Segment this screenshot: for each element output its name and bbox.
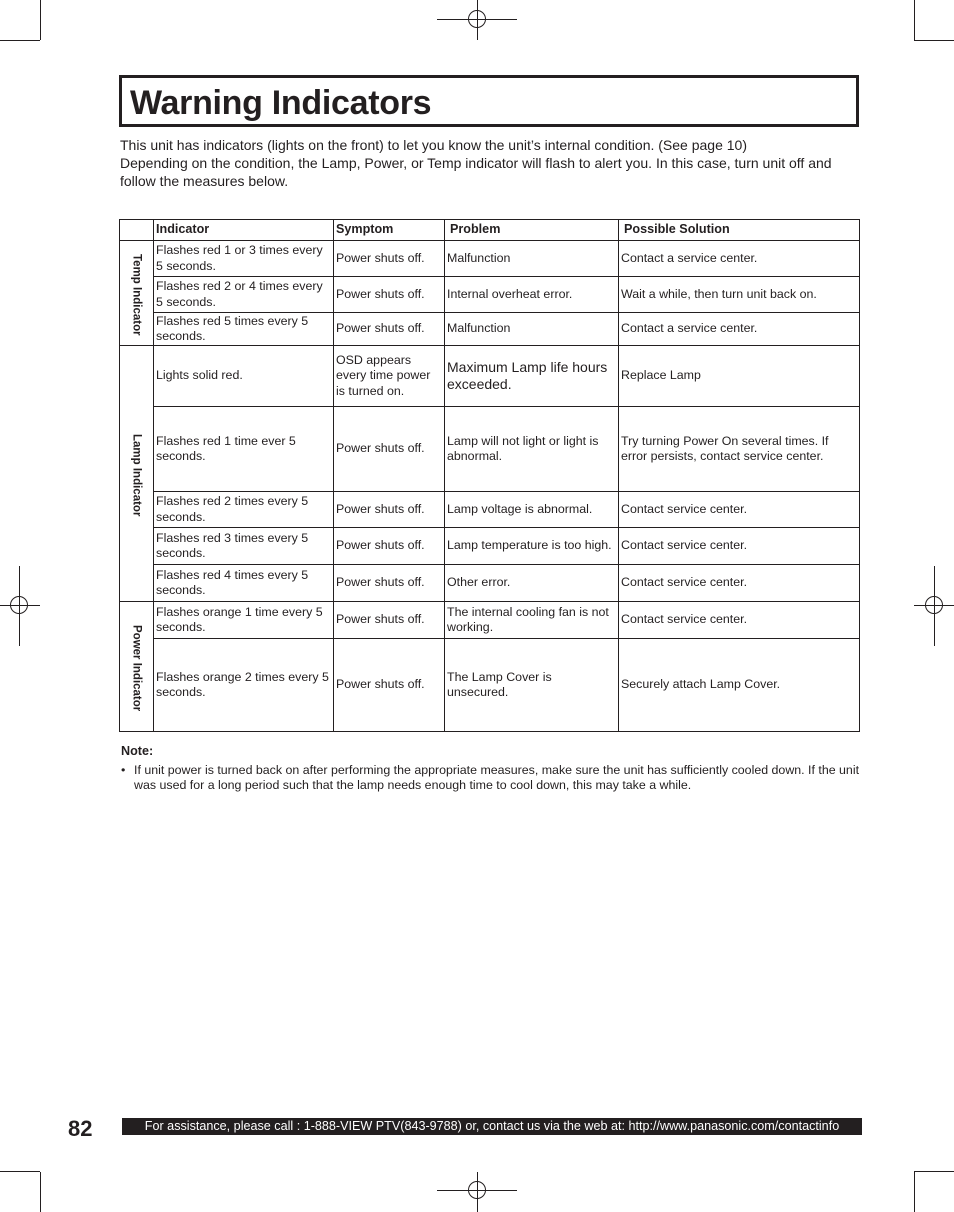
table-row: [120, 528, 860, 565]
crop-mark: [914, 1172, 915, 1212]
cell-problem: Internal overheat error.: [445, 277, 619, 313]
cell-solution: Contact service center.: [619, 492, 860, 528]
table-row: [120, 565, 860, 602]
header-problem: Problem: [445, 220, 619, 241]
group-label: Temp Indicator: [130, 254, 143, 336]
cell-symptom: Power shuts off.: [334, 313, 445, 346]
title-box: [119, 75, 859, 127]
group-label-cell: [120, 602, 154, 732]
cell-problem: The internal cooling fan is not working.: [445, 602, 619, 639]
header-indicator: Indicator: [154, 220, 334, 241]
cell-indicator: Flashes red 1 time ever 5 seconds.: [154, 407, 334, 492]
crop-mark: [40, 0, 41, 40]
crop-mark: [914, 0, 915, 40]
cell-solution: Securely attach Lamp Cover.: [619, 639, 860, 732]
crop-mark: [0, 1171, 40, 1172]
cell-indicator: Flashes red 3 times every 5 seconds.: [154, 528, 334, 565]
note-item: [121, 763, 866, 793]
table-row: [120, 492, 860, 528]
cell-indicator: Flashes red 4 times every 5 seconds.: [154, 565, 334, 602]
crop-mark: [914, 1171, 954, 1172]
cell-indicator: Flashes red 1 or 3 times every 5 seconds.: [154, 241, 334, 277]
cell-problem: Lamp will not light or light is abnormal.: [445, 407, 619, 492]
group-label: Power Indicator: [130, 625, 143, 712]
cell-problem: Other error.: [445, 565, 619, 602]
cell-problem: Malfunction: [445, 313, 619, 346]
bullet-icon: •: [121, 763, 126, 777]
registration-circle: [925, 596, 943, 614]
page-title: Warning Indicators: [130, 84, 432, 122]
cell-indicator: Flashes orange 2 times every 5 seconds.: [154, 639, 334, 732]
group-label-cell: [120, 241, 154, 346]
cell-indicator: Flashes red 2 times every 5 seconds.: [154, 492, 334, 528]
note-text: If unit power is turned back on after performing the appropriate measures, make sure the unit has sufficiently cooled down. If the unit was used for a long period such that the lamp needs enough time to cool down, this may take a while.: [134, 763, 860, 792]
cell-symptom: OSD appears every time power is turned on.: [334, 346, 445, 407]
table-row: [120, 346, 860, 407]
group-label: Lamp Indicator: [130, 434, 143, 517]
cell-solution: Try turning Power On several times. If error persists, contact service center.: [619, 407, 860, 492]
cell-problem: The Lamp Cover is unsecured.: [445, 639, 619, 732]
table-row: [120, 407, 860, 492]
registration-circle: [468, 10, 486, 28]
header-symptom: Symptom: [334, 220, 445, 241]
header-blank: [120, 220, 154, 241]
table-row: [120, 313, 860, 346]
cell-solution: Contact a service center.: [619, 313, 860, 346]
table-row: [120, 602, 860, 639]
table-header-row: [120, 220, 860, 241]
cell-symptom: Power shuts off.: [334, 528, 445, 565]
cell-symptom: Power shuts off.: [334, 407, 445, 492]
cell-solution: Contact service center.: [619, 565, 860, 602]
footer-bar: [122, 1118, 862, 1135]
cell-symptom: Power shuts off.: [334, 639, 445, 732]
table-row: [120, 639, 860, 732]
cell-symptom: Power shuts off.: [334, 492, 445, 528]
crop-mark: [0, 40, 40, 41]
cell-indicator: Lights solid red.: [154, 346, 334, 407]
registration-circle: [10, 596, 28, 614]
cell-problem: Lamp temperature is too high.: [445, 528, 619, 565]
cell-solution: Wait a while, then turn unit back on.: [619, 277, 860, 313]
header-solution: Possible Solution: [619, 220, 860, 241]
cell-solution: Replace Lamp: [619, 346, 860, 407]
cell-symptom: Power shuts off.: [334, 565, 445, 602]
cell-solution: Contact service center.: [619, 602, 860, 639]
intro-text: [120, 136, 860, 190]
cell-indicator: Flashes red 5 times every 5 seconds.: [154, 313, 334, 346]
cell-problem: Lamp voltage is abnormal.: [445, 492, 619, 528]
note-title: Note:: [121, 744, 154, 758]
cell-solution: Contact a service center.: [619, 241, 860, 277]
cell-indicator: Flashes red 2 or 4 times every 5 seconds.: [154, 277, 334, 313]
cell-symptom: Power shuts off.: [334, 241, 445, 277]
cell-indicator: Flashes orange 1 time every 5 seconds.: [154, 602, 334, 639]
note-section: [121, 744, 866, 793]
cell-symptom: Power shuts off.: [334, 602, 445, 639]
warning-indicators-table: [119, 219, 860, 732]
cell-symptom: Power shuts off.: [334, 277, 445, 313]
cell-problem: Maximum Lamp life hours exceeded.: [445, 346, 619, 407]
table-row: [120, 277, 860, 313]
crop-mark: [40, 1172, 41, 1212]
footer-text: For assistance, please call : 1-888-VIEW PTV(843-9788) or, contact us via the web at: http://www.panasonic.com/contactinfo: [144, 1119, 840, 1133]
crop-mark: [914, 40, 954, 41]
registration-circle: [468, 1181, 486, 1199]
intro-line: This unit has indicators (lights on the front) to let you know the unit’s internal condition. (See page 10): [120, 137, 747, 153]
intro-line: Depending on the condition, the Lamp, Power, or Temp indicator will flash to alert you. In this case, turn unit off and follow the measures below.: [120, 155, 832, 189]
cell-solution: Contact service center.: [619, 528, 860, 565]
group-label-cell: [120, 346, 154, 602]
table-row: [120, 241, 860, 277]
cell-problem: Malfunction: [445, 241, 619, 277]
page-number: 82: [68, 1116, 93, 1141]
